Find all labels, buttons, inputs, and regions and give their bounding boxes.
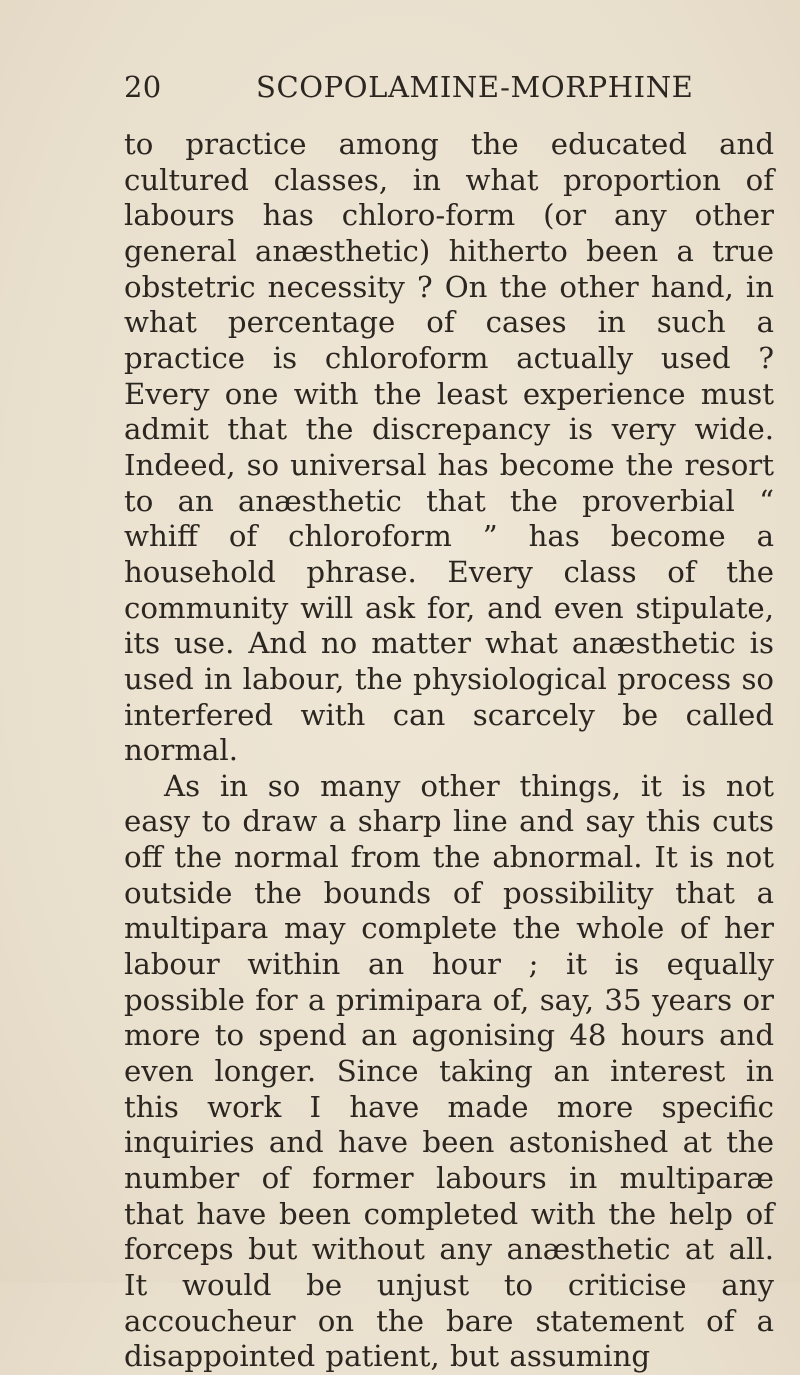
running-title: SCOPOLAMINE-MORPHINE — [256, 70, 694, 104]
body-text — [124, 127, 774, 1375]
running-head — [124, 66, 774, 110]
paragraph-continued: to practice among the educated and cultured classes, in what proportion of labours has chloro-form (or any other general anæsthetic) hitherto been a true obstetric necessity ? On the other hand, in what percentage of cases in such a practice is chloroform actually used ? Every one with the least experience must admit that the discrepancy is very wide. Indeed, so universal has become the resort to an anæsthetic that the proverbial “ whiff of chloroform ” has become a household phrase. Every class of the community will ask for, and even stipulate, its use. And no matter what anæsthetic is used in labour, the physiological process so interfered with can scarcely be called normal. — [124, 127, 774, 768]
paragraph: As in so many other things, it is not easy to draw a sharp line and say this cuts off the normal from the abnormal. It is not outside the bounds of possibility that a multipara may complete the whole of her labour within an hour ; it is equally possible for a primipara of, say, 35 years or more to spend an agonising 48 hours and even longer. Since taking an interest in this work I have made more specific inquiries and have been astonished at the number of former labours in multiparæ that have been completed with the help of forceps but without any anæsthetic at all. It would be unjust to criticise any accoucheur on the bare statement of a disappointed patient, but assuming — [124, 768, 774, 1374]
page-number: 20 — [124, 70, 162, 104]
